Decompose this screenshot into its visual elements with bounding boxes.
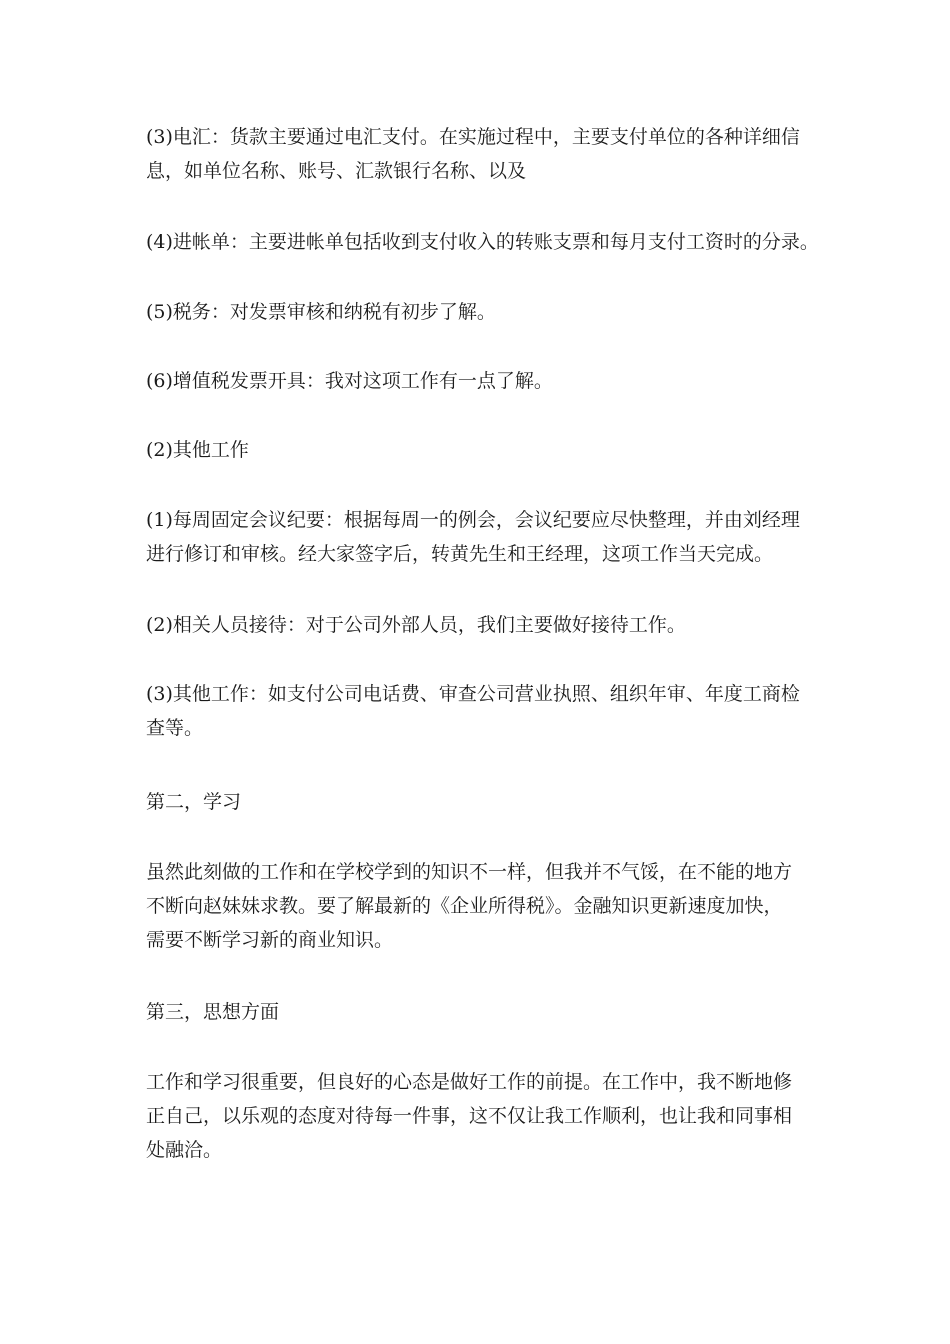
paragraph-tax bbox=[146, 295, 846, 329]
paragraph-mindset bbox=[146, 1065, 846, 1167]
paragraph-deposit-slip bbox=[146, 225, 846, 259]
text-line: (5)税务：对发票审核和纳税有初步了解。 bbox=[146, 301, 496, 323]
text-line: 工作和学习很重要，但良好的心态是做好工作的前提。在工作中，我不断地修 bbox=[146, 1071, 793, 1093]
text-line: (3)电汇：货款主要通过电汇支付。在实施过程中，主要支付单位的各种详细信 bbox=[146, 126, 800, 148]
paragraph-weekly-meeting bbox=[146, 503, 846, 571]
paragraph-learning bbox=[146, 855, 846, 957]
paragraph-other-tasks bbox=[146, 677, 846, 745]
paragraph-wire-transfer bbox=[146, 120, 846, 188]
text-line: (1)每周固定会议纪要：根据每周一的例会，会议纪要应尽快整理，并由刘经理 bbox=[146, 509, 800, 531]
text-line: 正自己，以乐观的态度对待每一件事，这不仅让我工作顺利，也让我和同事相 bbox=[146, 1105, 793, 1127]
paragraph-vat-invoice bbox=[146, 364, 846, 398]
paragraph-reception bbox=[146, 608, 846, 642]
text-line: (2)其他工作 bbox=[146, 439, 249, 461]
text-line: (6)增值税发票开具：我对这项工作有一点了解。 bbox=[146, 370, 553, 392]
text-line: 不断向赵妹妹求教。要了解最新的《企业所得税》。金融知识更新速度加快， bbox=[146, 895, 783, 917]
text-line: (3)其他工作：如支付公司电话费、审查公司营业执照、组织年审、年度工商检 bbox=[146, 683, 800, 705]
section-heading-mindset bbox=[146, 995, 846, 1029]
text-line: 需要不断学习新的商业知识。 bbox=[146, 929, 394, 951]
text-line: (2)相关人员接待：对于公司外部人员，我们主要做好接待工作。 bbox=[146, 614, 686, 636]
text-line: 处融洽。 bbox=[146, 1139, 223, 1161]
text-line: 虽然此刻做的工作和在学校学到的知识不一样，但我并不气馁，在不能的地方 bbox=[146, 861, 793, 883]
text-line: 息，如单位名称、账号、汇款银行名称、以及 bbox=[146, 160, 527, 182]
text-line: 进行修订和审核。经大家签字后，转黄先生和王经理，这项工作当天完成。 bbox=[146, 543, 774, 565]
text-line: 第二，学习 bbox=[146, 791, 242, 813]
section-heading-learning bbox=[146, 785, 846, 819]
text-line: 第三，思想方面 bbox=[146, 1001, 280, 1023]
text-line: (4)进帐单：主要进帐单包括收到支付收入的转账支票和每月支付工资时的分录。 bbox=[146, 231, 819, 253]
text-line: 查等。 bbox=[146, 717, 204, 739]
section-heading-other-work bbox=[146, 433, 846, 467]
